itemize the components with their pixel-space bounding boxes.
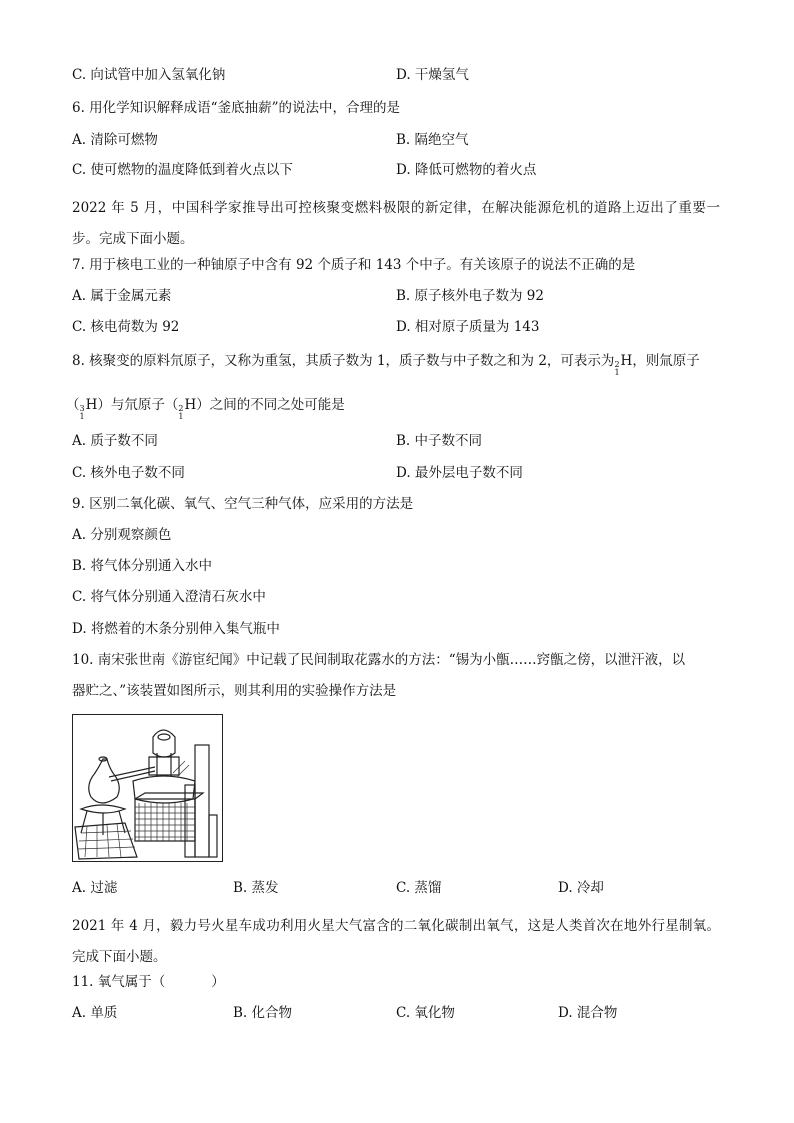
q11-option-d: D. 混合物 <box>558 1005 618 1021</box>
q6-option-b: B. 隔绝空气 <box>396 132 469 148</box>
q8-stem-line1 <box>72 352 700 377</box>
q11-stem-close: ） <box>211 974 225 990</box>
q8-option-a: A. 质子数不同 <box>72 433 158 449</box>
q6-option-c: C. 使可燃物的温度降低到着火点以下 <box>72 162 293 178</box>
q8-option-b: B. 中子数不同 <box>396 433 483 449</box>
q8-option-c: C. 核外电子数不同 <box>72 465 185 481</box>
still-illustration <box>73 715 222 861</box>
q7-stem: 7. 用于核电工业的一种铀原子中含有 92 个质子和 143 个中子。有关该原子的说法不正确的是 <box>72 257 636 273</box>
q8-option-d: D. 最外层电子数不同 <box>396 465 523 481</box>
q8-stem-end: ）之间的不同之处可能是 <box>196 397 345 413</box>
q11-option-c: C. 氧化物 <box>396 1005 455 1021</box>
q8-stem-part1: 8. 核聚变的原料氘原子，又称为重氢，其质子数为 1，质子数与中子数之和为 2，可表示为 <box>72 353 615 369</box>
q5-option-d: D. 干燥氢气 <box>396 67 469 83</box>
q11-option-b: B. 化合物 <box>233 1005 293 1021</box>
hydrogen-symbol: H <box>85 397 98 413</box>
q11-stem <box>72 973 225 991</box>
q9-option-a: A. 分别观察颜色 <box>72 527 172 543</box>
q9-option-c: C. 将气体分别通入澄清石灰水中 <box>72 589 266 605</box>
tritium-isotope-notation <box>80 405 85 421</box>
distillation-apparatus-figure <box>72 714 223 862</box>
q8-stem-line2 <box>66 396 345 421</box>
deuterium-isotope-notation <box>178 405 183 421</box>
q7-option-a: A. 属于金属元素 <box>72 288 172 304</box>
iso-mass-number: 2 <box>178 404 184 413</box>
q5-option-c: C. 向试管中加入氢氧化钠 <box>72 67 226 83</box>
q8-stem-mid: ）与氘原子（ <box>97 397 179 413</box>
q9-stem: 9. 区别二氧化碳、氧气、空气三种气体，应采用的方法是 <box>72 496 414 512</box>
q10-option-c: C. 蒸馏 <box>396 880 442 896</box>
q11-option-a: A. 单质 <box>72 1005 118 1021</box>
q10-option-a: A. 过滤 <box>72 880 118 896</box>
passage-fusion: 2022 年 5 月，中国科学家推导出可控核聚变燃料极限的新定律，在解决能源危机的道路上迈出了重要一步。完成下面小题。 <box>72 200 720 247</box>
passage-mars: 2021 年 4 月，毅力号火星车成功利用火星大气富含的二氧化碳制出氧气，这是人类首次在地外行星制氧。完成下面小题。 <box>72 918 720 965</box>
hydrogen-symbol: H <box>620 353 633 369</box>
paren-open: （ <box>66 397 80 413</box>
q6-option-a: A. 清除可燃物 <box>72 132 158 148</box>
q10-stem-line2: 器贮之、”该装置如图所示，则其利用的实验操作方法是 <box>72 683 397 699</box>
q10-stem-line1: 10. 南宋张世南《游宦纪闻》中记载了民间制取花露水的方法：“锡为小甑……窍甑之傍，以泄汗液，以 <box>72 652 686 668</box>
iso-mass-number: 3 <box>79 404 85 413</box>
q6-stem: 6. 用化学知识解释成语“釜底抽薪”的说法中，合理的是 <box>72 100 400 116</box>
q10-option-d: D. 冷却 <box>558 880 604 896</box>
q7-option-d: D. 相对原子质量为 143 <box>396 319 540 335</box>
hydrogen-symbol: H <box>184 397 197 413</box>
q7-option-c: C. 核电荷数为 92 <box>72 319 180 335</box>
q11-stem-open: 11. 氧气属于（ <box>72 974 166 990</box>
deuterium-isotope-notation <box>614 361 619 377</box>
iso-atomic-number: 1 <box>614 368 620 377</box>
q6-option-d: D. 降低可燃物的着火点 <box>396 162 537 178</box>
q7-option-b: B. 原子核外电子数为 92 <box>396 288 544 304</box>
iso-atomic-number: 1 <box>79 412 85 421</box>
q10-option-b: B. 蒸发 <box>233 880 279 896</box>
q9-option-b: B. 将气体分别通入水中 <box>72 558 213 574</box>
iso-atomic-number: 1 <box>178 412 184 421</box>
q8-stem-part2: ，则氚原子 <box>632 353 700 369</box>
q9-option-d: D. 将燃着的木条分别伸入集气瓶中 <box>72 621 280 637</box>
iso-mass-number: 2 <box>614 360 620 369</box>
